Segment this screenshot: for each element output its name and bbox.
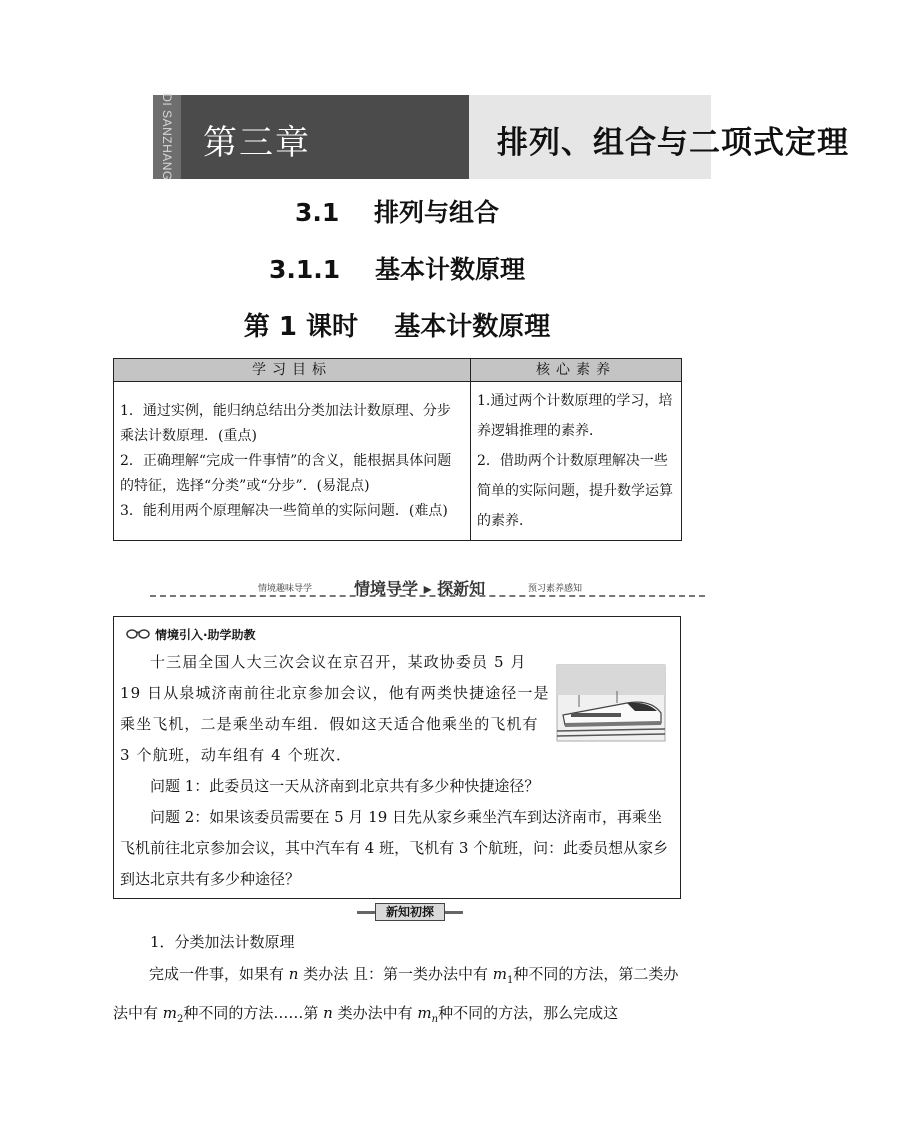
- goal-item: 2．正确理解“完成一件事情”的含义，能根据具体问题的特征，选择“分类”或“分步”．(易混点): [120, 452, 452, 494]
- var-n: n: [288, 965, 299, 983]
- section-divider: [150, 578, 705, 598]
- train-photo: [557, 665, 665, 741]
- para-text: 种不同的方法……第: [183, 1004, 324, 1022]
- item-title: 1．分类加法计数原理: [150, 933, 295, 951]
- subscript: n: [431, 1014, 439, 1025]
- chapter-banner: [153, 93, 849, 181]
- goals-cell: [114, 382, 471, 541]
- scenario-tag: 情境引入·助学助教: [155, 628, 256, 642]
- para-text: 种不同的方法，那么完成这: [438, 1004, 619, 1022]
- chapter-number: 第三章: [203, 123, 311, 163]
- lesson-heading: 第 1 课时 基本计数原理: [243, 312, 551, 342]
- goal-item: 3．能利用两个原理解决一些简单的实际问题．(难点): [120, 502, 448, 519]
- literacy-item: 1.通过两个计数原理的学习，培养逻辑推理的素养．: [477, 393, 673, 439]
- scenario-question-2: 问题 2：如果该委员需要在 5 月 19 日先从家乡乘坐汽车到达济南市，再乘坐飞机前往北京参加会议，其中汽车有 4 班，飞机有 3 个航班，问：此委员想从家乡到达北京共有多少种途径？: [120, 808, 669, 888]
- scenario-box: [113, 616, 681, 899]
- new-knowledge-label: [357, 903, 463, 921]
- scenario-story: 十三届全国人大三次会议在京召开，某政协委员 5 月 19 日从泉城济南前往北京参加会议，他有两类快捷途径一是乘坐飞机，二是乘坐动车组．假如这天适合他乘坐的飞机有 3 个航班，动车组有 4 个班次．: [120, 653, 550, 764]
- goal-item: 1．通过实例，能归纳总结出分类加法计数原理、分步乘法计数原理．(重点): [120, 402, 451, 444]
- var-n: n: [323, 1004, 333, 1022]
- principle-paragraph: [113, 958, 681, 1036]
- chapter-title-block: [469, 95, 849, 179]
- literacy-item: 2．借助两个计数原理解决一些简单的实际问题，提升数学运算的素养．: [477, 453, 673, 529]
- subscript: 2: [177, 1014, 184, 1025]
- glasses-icon: [126, 626, 150, 640]
- subsection-heading: 3.1.1 基本计数原理: [269, 255, 525, 284]
- divider-left-caption: 情境趣味导学: [258, 584, 313, 594]
- var-m: m: [492, 965, 507, 983]
- var-m: m: [417, 1004, 432, 1022]
- chapter-title: 排列、组合与二项式定理: [497, 125, 849, 161]
- chapter-number-block: [181, 95, 469, 179]
- header-literacy: 核心素养: [471, 359, 682, 382]
- banner-side-text: DI SANZHANG: [160, 93, 174, 181]
- banner-side-strip: [153, 95, 181, 179]
- para-text: 类办法中有: [332, 1004, 418, 1022]
- new-knowledge-text: 新知初探: [375, 903, 445, 921]
- divider-right-caption: 预习素养感知: [528, 584, 583, 594]
- para-text: 类办法 且：第一类办法中有: [298, 965, 493, 983]
- para-text: 种不同的方法，第二类办法中有: [113, 965, 679, 1022]
- objectives-table: [113, 358, 682, 541]
- var-m: m: [162, 1004, 178, 1022]
- scenario-question-1: 问题 1：此委员这一天从济南到北京共有多少种快捷途径？: [150, 777, 540, 795]
- header-goals: 学习目标: [114, 359, 471, 382]
- literacy-cell: [471, 382, 682, 541]
- subscript: 1: [507, 975, 514, 986]
- section-heading: 3.1 排列与组合: [294, 198, 500, 227]
- para-text: 完成一件事，如果有: [149, 965, 289, 983]
- divider-main-caption: 情境导学 ▸ 探新知: [354, 579, 486, 598]
